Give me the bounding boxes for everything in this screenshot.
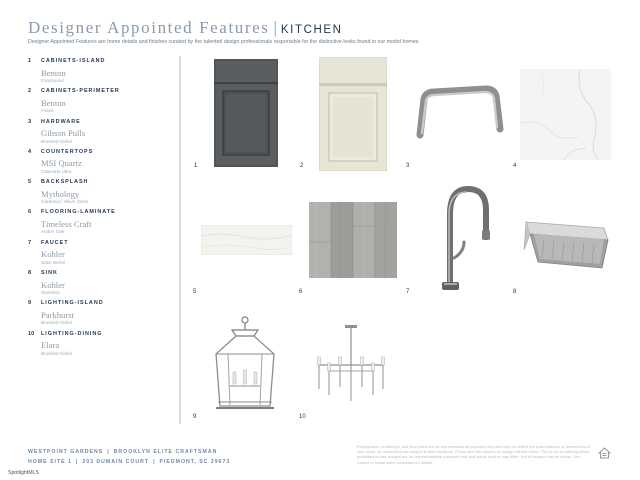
spec-number: 8 bbox=[28, 270, 32, 277]
spec-item bbox=[28, 270, 178, 300]
tile-number: 5 bbox=[193, 289, 197, 295]
tile-number: 1 bbox=[194, 163, 198, 169]
spec-category: CABINETS-PERIMETER bbox=[41, 88, 120, 95]
spec-finish: Brushed Nickel bbox=[41, 138, 72, 144]
footer-address bbox=[28, 447, 230, 467]
spec-name: MSI Quartz bbox=[41, 158, 82, 169]
spec-number: 5 bbox=[28, 179, 32, 186]
room-name: KITCHEN bbox=[280, 24, 343, 36]
spec-finish: Brushed Nickel bbox=[41, 350, 72, 356]
plan-name: BROOKLYN ELITE CRAFTSMAN bbox=[113, 449, 218, 455]
spec-number: 7 bbox=[28, 239, 32, 246]
spec-item bbox=[28, 240, 178, 270]
tile-number: 8 bbox=[513, 289, 517, 295]
spec-item bbox=[28, 58, 178, 88]
street-address: 203 DUMAIN COURT bbox=[82, 459, 150, 465]
title-separator: | bbox=[273, 18, 277, 37]
spec-number: 3 bbox=[28, 118, 32, 125]
cabinet-perimeter-swatch bbox=[319, 57, 387, 171]
spec-name: Benton bbox=[41, 67, 66, 78]
spec-item bbox=[28, 331, 178, 361]
spec-category: SINK bbox=[41, 270, 58, 277]
spec-category: FLOORING-LAMINATE bbox=[41, 209, 116, 216]
spec-number: 9 bbox=[28, 300, 32, 307]
tile-number: 10 bbox=[299, 414, 306, 420]
vertical-divider bbox=[179, 56, 181, 424]
intro-text: Designer Appointed Features are home details and finishes curated by the talented design professionals responsible for the distinctive looks found in our model homes. bbox=[28, 39, 420, 45]
tile-number: 4 bbox=[513, 163, 517, 169]
title-main: Designer Appointed Features bbox=[28, 18, 270, 37]
spec-number: 2 bbox=[28, 88, 32, 95]
footer-separator: | bbox=[75, 459, 79, 465]
spec-finish: Amber Oak bbox=[41, 229, 65, 235]
spec-finish: Satin Nickel bbox=[41, 259, 66, 265]
spec-category: COUNTERTOPS bbox=[41, 148, 94, 155]
spec-number: 1 bbox=[28, 58, 32, 64]
spec-finish: Stainless bbox=[41, 290, 60, 296]
island-lantern-swatch bbox=[208, 316, 282, 412]
homesite: HOME SITE 1 bbox=[28, 459, 72, 465]
footer-separator: | bbox=[107, 449, 110, 455]
countertop-swatch bbox=[520, 69, 611, 160]
spec-number: 10 bbox=[28, 330, 35, 337]
tile-number: 6 bbox=[299, 289, 303, 295]
spec-number: 6 bbox=[28, 209, 32, 216]
city-state-zip: PIEDMONT, SC 29673 bbox=[159, 459, 231, 465]
backsplash-swatch bbox=[201, 225, 292, 255]
footer-separator: | bbox=[153, 459, 156, 465]
spec-item bbox=[28, 88, 178, 118]
spec-name: Mythology bbox=[41, 188, 80, 199]
spec-name: Elara bbox=[41, 340, 60, 351]
spec-item bbox=[28, 300, 178, 330]
disclaimer-text: Photographs, renderings, and floor plans are for representational purposes only and may not reflect the exact features or dimensions of your home. All dimensions are subject to field variations. Prices and offer subject to change without notice. This is not an offering where prohibited by law. Images are for representational purposes only and actual product may differ. Not all images may be shown. See Homes or onsite sales consultant for details. bbox=[357, 444, 590, 465]
tile-number: 2 bbox=[300, 163, 304, 169]
dining-chandelier-swatch bbox=[309, 325, 393, 405]
footer-line-1 bbox=[28, 447, 230, 457]
spec-name: Parkhurst bbox=[41, 309, 74, 320]
tile-number: 9 bbox=[193, 414, 197, 420]
cabinet-pull-swatch bbox=[412, 85, 506, 141]
spec-item bbox=[28, 179, 178, 209]
spec-name: Kohler bbox=[41, 249, 65, 260]
spec-name: Timeless Craft bbox=[41, 218, 92, 229]
spec-item bbox=[28, 149, 178, 179]
tile-number: 3 bbox=[406, 163, 410, 169]
spec-item bbox=[28, 119, 178, 149]
tile-number: 7 bbox=[406, 289, 410, 295]
spec-item bbox=[28, 209, 178, 239]
spec-category: HARDWARE bbox=[41, 118, 81, 125]
cabinet-island-swatch bbox=[214, 59, 278, 167]
spec-category: LIGHTING-DINING bbox=[41, 330, 103, 337]
page-title bbox=[28, 18, 343, 38]
spec-finish: Fossil bbox=[41, 108, 53, 114]
footer-line-2 bbox=[28, 457, 230, 467]
spec-name: Benton bbox=[41, 97, 66, 108]
spotlight-credit: SpotlightMLS bbox=[8, 470, 39, 476]
spec-number: 4 bbox=[28, 148, 32, 155]
faucet-swatch bbox=[432, 184, 492, 294]
spec-finish: Gardenia | Wave Gloss bbox=[41, 199, 89, 205]
spec-category: CABINETS-ISLAND bbox=[41, 58, 106, 64]
spec-category: BACKSPLASH bbox=[41, 179, 89, 186]
equal-housing-icon bbox=[598, 447, 611, 459]
spec-category: FAUCET bbox=[41, 239, 69, 246]
spec-name: Gibson Pulls bbox=[41, 128, 86, 139]
spec-list bbox=[28, 58, 178, 361]
community-name: WESTPOINT GARDENS bbox=[28, 449, 104, 455]
spec-finish: Brushed Nickel bbox=[41, 320, 72, 326]
spec-name: Kohler bbox=[41, 279, 65, 290]
spec-finish: Calacatta Ultra bbox=[41, 168, 72, 174]
spec-category: LIGHTING-ISLAND bbox=[41, 300, 104, 307]
flooring-swatch bbox=[309, 202, 397, 278]
spec-finish: Greyhound bbox=[41, 78, 64, 83]
sink-swatch bbox=[522, 210, 612, 272]
